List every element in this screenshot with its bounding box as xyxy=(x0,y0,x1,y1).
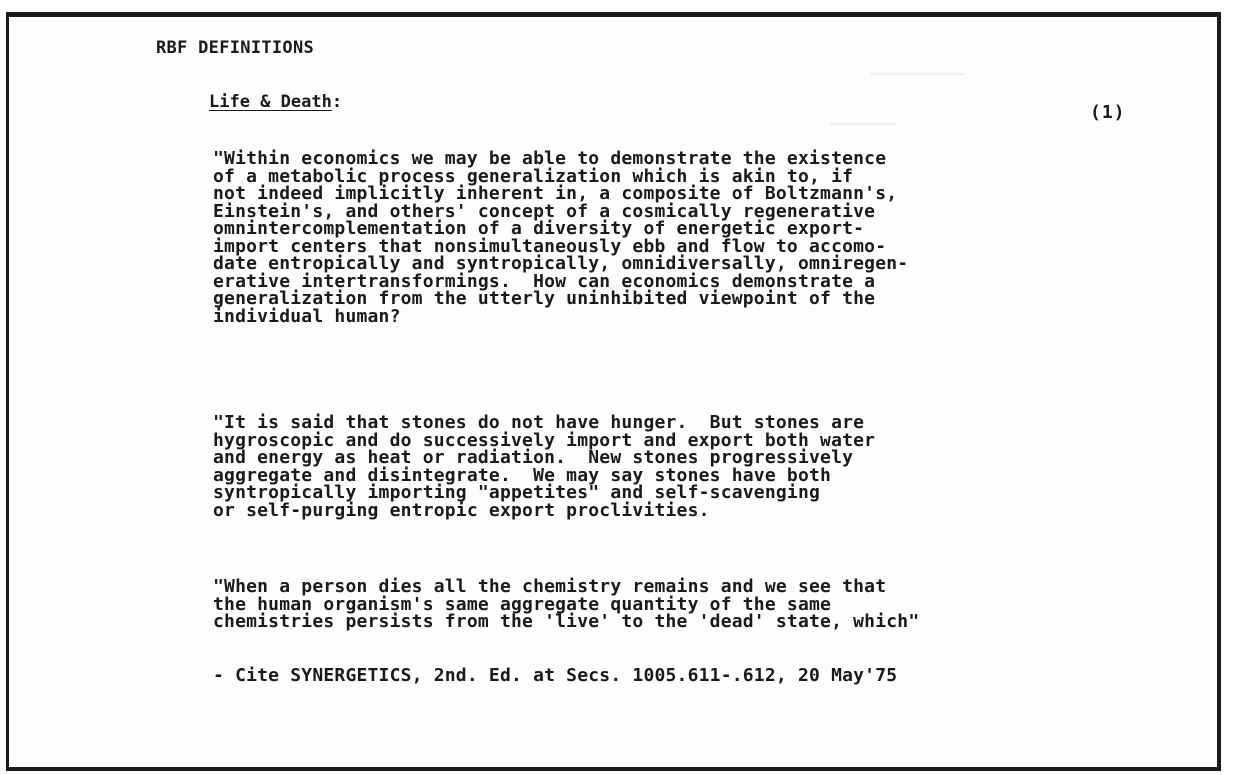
document-card xyxy=(6,12,1221,771)
section-title-text: Life & Death xyxy=(209,92,332,112)
paragraph-3: "When a person dies all the chemistry remains and we see that the human organism's same aggregate quantity of the same chemistries persists from the 'live' to the 'dead' state, which" xyxy=(213,576,920,632)
page-number: (1) xyxy=(1090,102,1126,123)
document-heading: RBF DEFINITIONS xyxy=(156,38,315,58)
section-title-colon: : xyxy=(331,92,343,112)
paragraph-2: "It is said that stones do not have hunger. But stones are hygroscopic and do successively import and export both water and energy as heat or radiation. New stones progressively aggregate and disintegrate. We may say stones have both syntropically importing "appetites" and self-scavenging or self-purging entropic export proclivities. xyxy=(213,412,876,521)
bleed-through-text-2: ─────── xyxy=(829,117,896,133)
paragraph-1: "Within economics we may be able to demonstrate the existence of a metabolic process generalization which is akin to, if not indeed implicitly inherent in, a composite of Boltzmann's, Einstein's, and others' concept of a cosmically regenerative omnintercomplementation of a diversity of energetic export- import centers that nonsimultaneously ebb and flow to accomo- date entropically and syntropically, omnidiversally, omniregen- erative intertransformings. How can economics demonstrate a generalization from the utterly uninhibited viewpoint of the individual human? xyxy=(213,148,909,327)
bleed-through-text: ────────── xyxy=(869,67,964,83)
citation: - Cite SYNERGETICS, 2nd. Ed. at Secs. 1005.611-.612, 20 May'75 xyxy=(213,665,898,686)
section-title xyxy=(209,92,342,112)
